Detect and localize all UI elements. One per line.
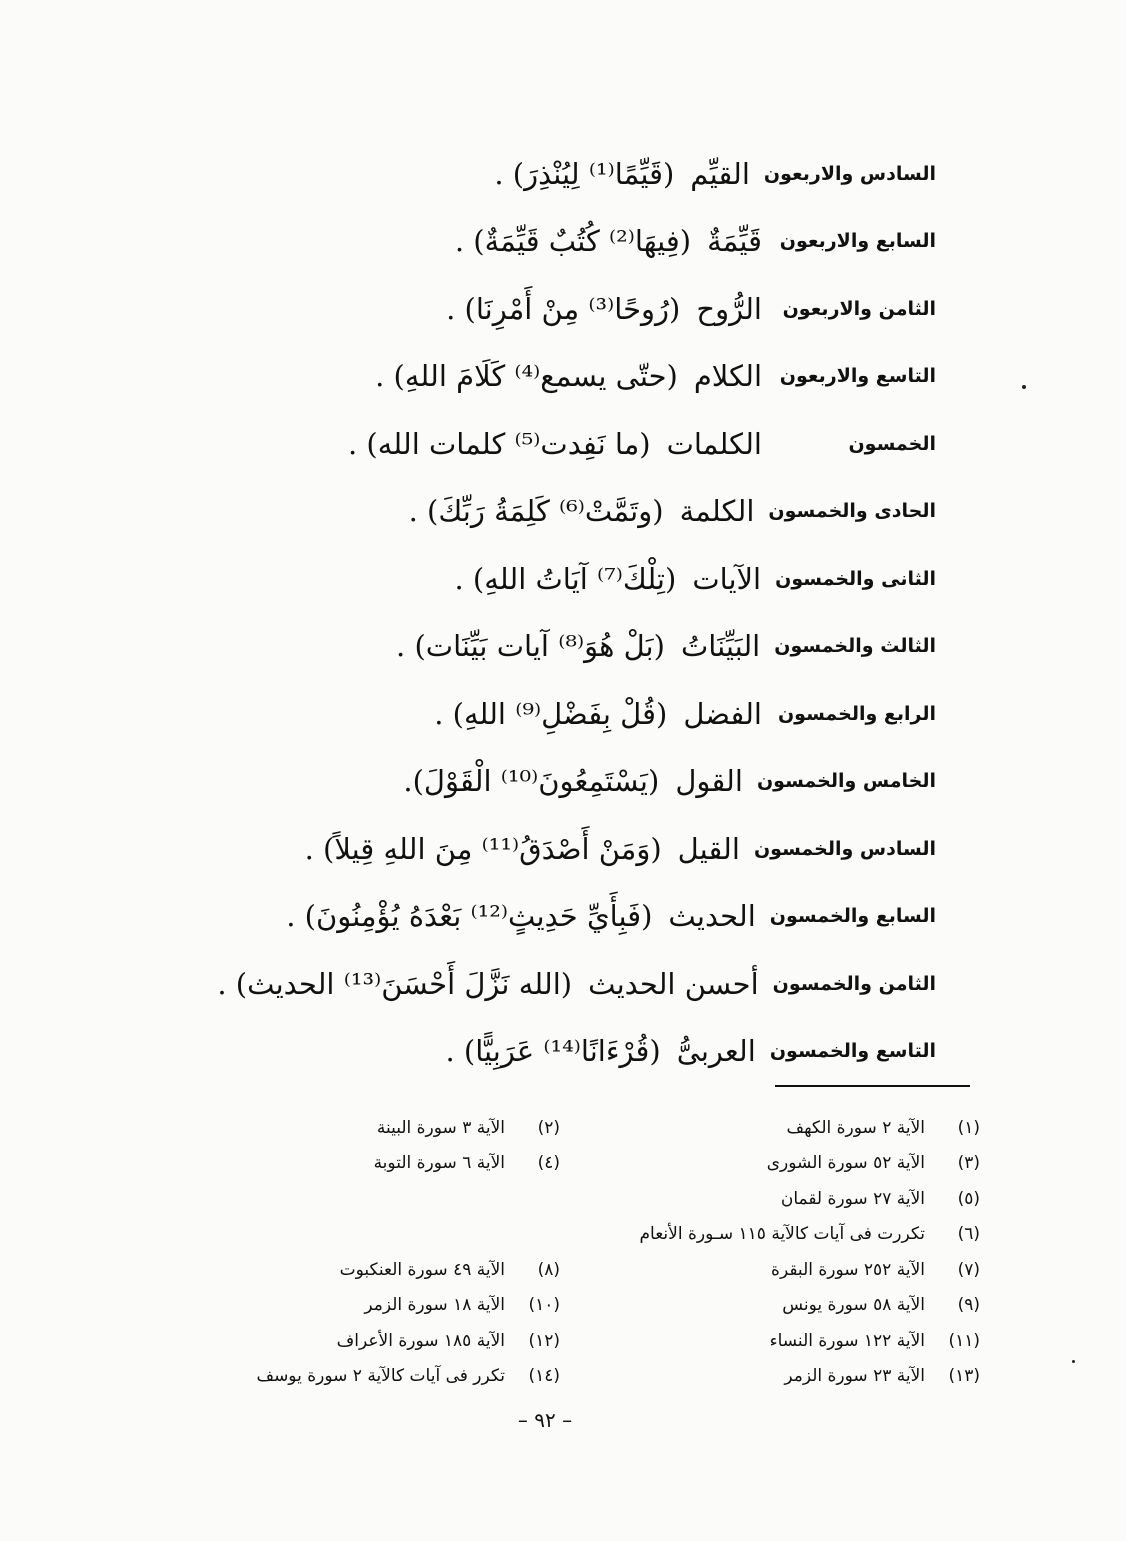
footnote-row [110,1146,980,1182]
footnote [560,1260,980,1280]
footnote-number: (١٣) [948,1366,980,1387]
footnote [140,1153,560,1173]
entry-word: أحسن الحديث [588,966,759,1001]
entry-row [136,343,936,411]
entry-row [136,883,936,951]
entry-label: الثالث والخمسون [774,635,936,658]
footnote-text: الآية ٢ سورة الكهف [786,1117,925,1138]
scan-speck [1022,385,1026,389]
footnote-number: (١) [957,1117,980,1138]
footnote-text: الآية ١٨٥ سورة الأعراف [336,1330,505,1351]
footnote-text: تكرر فى آيات كالآية ٢ سورة يوسف [256,1366,505,1387]
footnote [640,1224,980,1244]
entry-word: العربىُّ [676,1034,756,1069]
entry-verse: (قُرْءَانًا⁽¹⁴⁾ عَرَبِيًّا) . [445,1034,661,1069]
footnote-text: الآية ٣ سورة البينة [376,1117,505,1138]
footnote-number: (١٠) [528,1295,560,1316]
entry-verse: (ما نَفِدت⁽⁵⁾ كلمات الله) . [347,426,651,461]
entry-word: الآيات [692,561,762,596]
entry-word: القول [675,764,743,799]
footnote-number: (٥) [957,1188,980,1209]
entry-row [136,208,936,276]
footnote-separator [775,1085,970,1087]
footnotes [110,1110,980,1394]
footnote-number: (٤) [537,1153,560,1174]
footnote-number: (٧) [957,1259,980,1280]
entry-word: القيِّم [690,156,750,191]
entry-word: الكلام [693,359,762,394]
entry-word: البَيِّنَاتُ [680,629,761,664]
footnote [560,1295,980,1315]
entry-word: الحديث [668,899,756,934]
entry-verse: (بَلْ هُوَ⁽⁸⁾ آيات بَيِّنَات) . [396,629,665,664]
footnote-number: (٨) [537,1259,560,1280]
entry-label: الثامن والخمسون [772,972,936,995]
footnote-number: (١١) [948,1330,980,1351]
entry-label: السابع والخمسون [769,905,936,928]
footnote [560,1366,980,1386]
footnote-text: الآية ١٢٢ سورة النساء [769,1330,925,1351]
entry-list [136,140,936,1085]
entry-word: الرُّوح [696,291,762,326]
footnote-row [110,1110,980,1146]
entry-label: الثامن والاربعون [782,297,936,320]
entry-verse: (وَمَنْ أَصْدَقُ⁽¹¹⁾ مِنَ اللهِ قِيلاً) . [304,831,662,866]
entry-verse: (فِيهَا⁽²⁾ كُتُبٌ قَيِّمَةٌ) . [454,224,692,259]
page-number: – ٩٢ – [517,1408,573,1432]
footnote [560,1331,980,1351]
footnote-number: (١٤) [528,1366,560,1387]
entry-verse: (رُوحًا⁽³⁾ مِنْ أَمْرِنَا) . [446,291,681,326]
footnote-text: الآية ٥٨ سورة يونس [782,1295,925,1316]
entry-row [136,748,936,816]
entry-label: الثانى والخمسون [775,567,936,590]
entry-verse: (الله نَزَّلَ أَحْسَنَ⁽¹³⁾ الحديث) . [217,966,573,1001]
entry-label: السابع والاربعون [779,230,936,253]
footnote-number: (٦) [957,1224,980,1245]
entry-verse: (حتّى يسمع⁽⁴⁾ كَلَامَ اللهِ) . [375,359,678,394]
footnote [140,1295,560,1315]
entry-row [136,613,936,681]
entry-verse: (وتَمَّتْ⁽⁶⁾ كَلِمَةُ رَبِّكَ) . [408,494,664,529]
entry-row [136,680,936,748]
footnote-text: الآية ٢٣ سورة الزمر [784,1366,925,1387]
entry-row [136,410,936,478]
entry-label: السادس والخمسون [753,837,936,860]
footnote-text: الآية ٦ سورة التوبة [373,1153,505,1174]
entry-row [136,140,936,208]
entry-label: الخامس والخمسون [756,770,936,793]
entry-label: الحادى والخمسون [768,500,936,523]
footnote-text: الآية ١٨ سورة الزمر [364,1295,505,1316]
footnote-row [110,1252,980,1288]
footnote-row [110,1288,980,1324]
entry-verse: (قَيِّمًا⁽¹⁾ لِيُنْذِرَ) . [494,156,675,191]
footnote-row [110,1359,980,1395]
footnote [140,1331,560,1351]
entry-word: القيل [677,831,740,866]
entry-row [136,275,936,343]
footnote [140,1366,560,1386]
entry-verse: (يَسْتَمِعُونَ⁽¹⁰⁾ الْقَوْلَ). [403,764,660,799]
entry-label: التاسع والخمسون [769,1040,936,1063]
footnote-row [110,1323,980,1359]
entry-label: الخمسون [848,432,936,455]
footnote [560,1189,980,1209]
entry-verse: (تِلْكَ⁽⁷⁾ آيَاتُ اللهِ) . [454,561,677,596]
entry-row [136,815,936,883]
entry-label: التاسع والاربعون [779,365,936,388]
entry-row [136,950,936,1018]
entry-label: الرابع والخمسون [777,702,936,725]
entry-word: الكلمات [666,426,762,461]
footnote-text: الآية ٥٢ سورة الشورى [766,1153,925,1174]
footnote-number: (١٢) [528,1330,560,1351]
entry-label: السادس والاربعون [763,162,936,185]
entry-row [136,1018,936,1086]
footnote-row [110,1217,980,1253]
footnote-number: (٢) [537,1117,560,1138]
footnote-number: (٩) [957,1295,980,1316]
footnote [140,1260,560,1280]
entry-row [136,545,936,613]
footnote [560,1118,980,1138]
footnote [560,1153,980,1173]
entry-verse: (قُلْ بِفَضْلِ⁽⁹⁾ اللهِ) . [434,696,668,731]
entry-verse: (فَبِأَيِّ حَدِيثٍ⁽¹²⁾ بَعْدَهُ يُؤْمِنُونَ) . [286,899,653,934]
footnote-text: الآية ٤٩ سورة العنكبوت [339,1259,505,1280]
entry-row [136,478,936,546]
footnote-row [110,1181,980,1217]
entry-word: قَيِّمَةٌ [707,224,762,259]
footnote-text: الآية ٢٧ سورة لقمان [780,1188,925,1209]
scan-speck [1072,1360,1075,1363]
footnote-number: (٣) [957,1153,980,1174]
footnote-text: الآية ٢٥٢ سورة البقرة [771,1259,925,1280]
entry-word: الفضل [683,696,762,731]
footnote [140,1118,560,1138]
entry-word: الكلمة [679,494,755,529]
footnote-text: تكررت فى آيات كالآية ١١٥ سـورة الأنعام [639,1224,925,1245]
